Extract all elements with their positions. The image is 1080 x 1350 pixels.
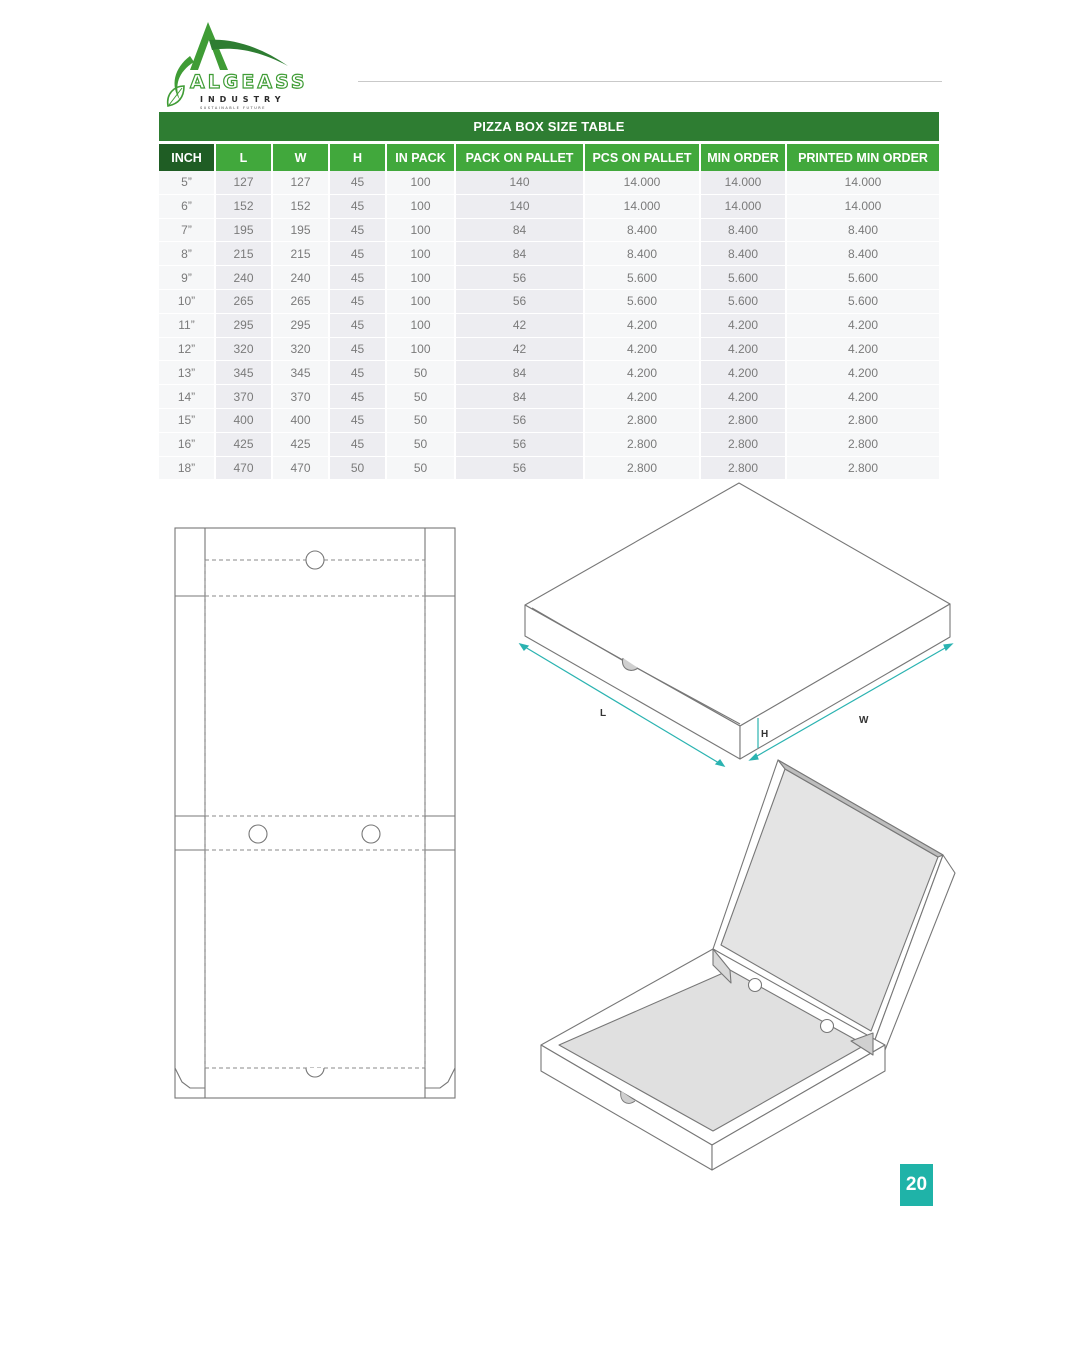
cell-in-pack: 50 (387, 409, 456, 432)
cell-printed-min-order: 4.200 (787, 385, 939, 408)
cell-l: 425 (216, 433, 273, 456)
cell-inch: 15” (159, 409, 216, 432)
cell-pack-on-pallet: 56 (456, 457, 585, 480)
cell-printed-min-order: 4.200 (787, 338, 939, 361)
table-header-row (159, 144, 939, 171)
table-row (159, 409, 939, 433)
cell-l: 127 (216, 171, 273, 194)
cell-h: 45 (330, 338, 387, 361)
dimension-label-w: W (859, 715, 869, 726)
cell-h: 45 (330, 314, 387, 337)
cell-h: 45 (330, 385, 387, 408)
cell-pcs-on-pallet: 5.600 (585, 266, 701, 289)
cell-inch: 5” (159, 171, 216, 194)
cell-inch: 18” (159, 457, 216, 480)
cell-in-pack: 100 (387, 338, 456, 361)
logo-tagline: SUSTAINABLE FUTURE (200, 106, 266, 110)
company-logo (160, 16, 310, 108)
cell-printed-min-order: 2.800 (787, 409, 939, 432)
pizza-box-size-table (159, 112, 939, 480)
cell-pcs-on-pallet: 4.200 (585, 314, 701, 337)
cell-h: 45 (330, 266, 387, 289)
cell-pack-on-pallet: 84 (456, 219, 585, 242)
cell-l: 152 (216, 195, 273, 218)
cell-in-pack: 100 (387, 195, 456, 218)
vent-hole-top-icon (306, 551, 324, 569)
cell-printed-min-order: 5.600 (787, 266, 939, 289)
header-printed-min-order: PRINTED MIN ORDER (787, 144, 939, 171)
cell-pack-on-pallet: 84 (456, 242, 585, 265)
cell-printed-min-order: 4.200 (787, 314, 939, 337)
cell-min-order: 8.400 (701, 242, 787, 265)
cell-min-order: 4.200 (701, 385, 787, 408)
cell-pcs-on-pallet: 2.800 (585, 433, 701, 456)
vent-hole-icon (821, 1020, 834, 1033)
table-row (159, 338, 939, 362)
cell-inch: 8” (159, 242, 216, 265)
vent-hole-right-icon (362, 825, 380, 843)
cell-in-pack: 100 (387, 314, 456, 337)
header-pcs-on-pallet: PCS ON PALLET (585, 144, 701, 171)
cell-pcs-on-pallet: 5.600 (585, 290, 701, 313)
header-min-order: MIN ORDER (701, 144, 787, 171)
cell-pack-on-pallet: 84 (456, 385, 585, 408)
cell-in-pack: 50 (387, 361, 456, 384)
cell-pack-on-pallet: 140 (456, 195, 585, 218)
cell-in-pack: 100 (387, 219, 456, 242)
cell-printed-min-order: 14.000 (787, 195, 939, 218)
cell-h: 45 (330, 290, 387, 313)
cell-min-order: 4.200 (701, 314, 787, 337)
table-row (159, 361, 939, 385)
cell-printed-min-order: 14.000 (787, 171, 939, 194)
cell-inch: 9” (159, 266, 216, 289)
cell-inch: 16” (159, 433, 216, 456)
cell-pcs-on-pallet: 8.400 (585, 242, 701, 265)
cell-h: 45 (330, 242, 387, 265)
cell-in-pack: 100 (387, 242, 456, 265)
header-inch: INCH (159, 144, 216, 171)
cell-pcs-on-pallet: 4.200 (585, 338, 701, 361)
header-h: H (330, 144, 387, 171)
cell-l: 400 (216, 409, 273, 432)
cell-min-order: 4.200 (701, 338, 787, 361)
cell-h: 45 (330, 219, 387, 242)
cell-inch: 11” (159, 314, 216, 337)
flat-dieline-diagram (170, 522, 470, 1112)
cell-h: 50 (330, 457, 387, 480)
closed-box-diagram (510, 478, 960, 778)
cell-min-order: 14.000 (701, 171, 787, 194)
cell-pack-on-pallet: 56 (456, 266, 585, 289)
cell-w: 425 (273, 433, 330, 456)
table-row (159, 314, 939, 338)
header-in-pack: IN PACK (387, 144, 456, 171)
vent-hole-icon (749, 979, 762, 992)
cell-w: 295 (273, 314, 330, 337)
cell-pcs-on-pallet: 4.200 (585, 361, 701, 384)
cell-in-pack: 100 (387, 171, 456, 194)
cell-min-order: 2.800 (701, 457, 787, 480)
cell-printed-min-order: 2.800 (787, 457, 939, 480)
cell-w: 345 (273, 361, 330, 384)
cell-w: 370 (273, 385, 330, 408)
cell-h: 45 (330, 433, 387, 456)
dimension-label-h: H (761, 729, 769, 740)
cell-inch: 10” (159, 290, 216, 313)
header-w: W (273, 144, 330, 171)
cell-printed-min-order: 4.200 (787, 361, 939, 384)
cell-w: 265 (273, 290, 330, 313)
table-row (159, 266, 939, 290)
table-row (159, 171, 939, 195)
cell-l: 470 (216, 457, 273, 480)
cell-in-pack: 100 (387, 290, 456, 313)
cell-pack-on-pallet: 42 (456, 314, 585, 337)
table-body (159, 171, 939, 480)
cell-h: 45 (330, 195, 387, 218)
cell-pcs-on-pallet: 8.400 (585, 219, 701, 242)
cell-pack-on-pallet: 84 (456, 361, 585, 384)
table-row (159, 290, 939, 314)
cell-l: 215 (216, 242, 273, 265)
cell-w: 400 (273, 409, 330, 432)
cell-inch: 14” (159, 385, 216, 408)
open-box-diagram (535, 755, 965, 1175)
table-row (159, 457, 939, 481)
cell-h: 45 (330, 361, 387, 384)
cell-min-order: 4.200 (701, 361, 787, 384)
cell-pack-on-pallet: 42 (456, 338, 585, 361)
cell-printed-min-order: 2.800 (787, 433, 939, 456)
cell-min-order: 8.400 (701, 219, 787, 242)
cell-pcs-on-pallet: 2.800 (585, 409, 701, 432)
cell-h: 45 (330, 171, 387, 194)
cell-l: 345 (216, 361, 273, 384)
header-pack-on-pallet: PACK ON PALLET (456, 144, 585, 171)
cell-inch: 7” (159, 219, 216, 242)
cell-pack-on-pallet: 56 (456, 290, 585, 313)
cell-printed-min-order: 8.400 (787, 219, 939, 242)
cell-l: 370 (216, 385, 273, 408)
cell-min-order: 14.000 (701, 195, 787, 218)
table-row (159, 242, 939, 266)
cell-in-pack: 50 (387, 433, 456, 456)
cell-pcs-on-pallet: 14.000 (585, 195, 701, 218)
cell-inch: 13” (159, 361, 216, 384)
cell-pack-on-pallet: 140 (456, 171, 585, 194)
cell-printed-min-order: 8.400 (787, 242, 939, 265)
cell-l: 320 (216, 338, 273, 361)
cell-h: 45 (330, 409, 387, 432)
cell-w: 240 (273, 266, 330, 289)
table-row (159, 195, 939, 219)
cell-l: 265 (216, 290, 273, 313)
cell-l: 240 (216, 266, 273, 289)
cell-pcs-on-pallet: 4.200 (585, 385, 701, 408)
cell-pcs-on-pallet: 14.000 (585, 171, 701, 194)
cell-min-order: 5.600 (701, 266, 787, 289)
cell-min-order: 2.800 (701, 433, 787, 456)
cell-w: 127 (273, 171, 330, 194)
table-row (159, 433, 939, 457)
cell-w: 215 (273, 242, 330, 265)
cell-in-pack: 50 (387, 457, 456, 480)
logo-name: ALGEASS (190, 71, 308, 93)
table-row (159, 219, 939, 243)
logo-subtitle: INDUSTRY (200, 95, 286, 104)
cell-in-pack: 100 (387, 266, 456, 289)
header-divider (358, 81, 942, 82)
cell-pack-on-pallet: 56 (456, 409, 585, 432)
cell-in-pack: 50 (387, 385, 456, 408)
page-number-badge: 20 (900, 1164, 933, 1206)
dimension-label-l: L (600, 708, 607, 719)
cell-l: 295 (216, 314, 273, 337)
cell-inch: 6” (159, 195, 216, 218)
cell-w: 195 (273, 219, 330, 242)
header-l: L (216, 144, 273, 171)
vent-hole-left-icon (249, 825, 267, 843)
cell-pack-on-pallet: 56 (456, 433, 585, 456)
cell-min-order: 2.800 (701, 409, 787, 432)
cell-printed-min-order: 5.600 (787, 290, 939, 313)
cell-l: 195 (216, 219, 273, 242)
cell-w: 470 (273, 457, 330, 480)
table-title: PIZZA BOX SIZE TABLE (159, 112, 939, 141)
cell-pcs-on-pallet: 2.800 (585, 457, 701, 480)
cell-min-order: 5.600 (701, 290, 787, 313)
cell-w: 320 (273, 338, 330, 361)
table-row (159, 385, 939, 409)
cell-w: 152 (273, 195, 330, 218)
cell-inch: 12” (159, 338, 216, 361)
